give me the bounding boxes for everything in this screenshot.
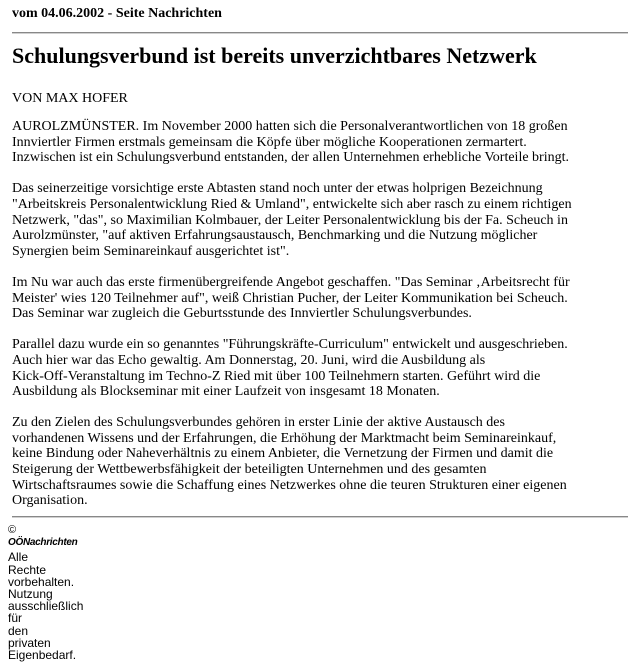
paragraph-line: Das seinerzeitige vorsichtige erste Abtasten stand noch unter der etwas holprigen Bezeichnung <box>12 181 543 197</box>
paragraph-line: Parallel dazu wurde ein so genanntes "Führungskräfte-Curriculum" entwickelt und ausgeschrieben. <box>12 337 568 353</box>
article-paragraph <box>12 275 634 322</box>
article-paragraph <box>12 119 634 166</box>
article-paragraph <box>12 415 634 509</box>
dateline: vom 04.06.2002 - Seite Nachrichten <box>12 6 222 21</box>
paragraph-line: Netzwerk, "das", so Maximilian Kolmbauer, der Leiter Personalentwicklung bis der Fa. Scheuch in <box>12 212 568 228</box>
top-rule <box>12 32 628 34</box>
rights-line: Rechte <box>8 562 47 577</box>
paragraph-line: Ausbildung als Blockseminar mit einer Laufzeit von insgesamt 18 Monaten. <box>12 384 440 400</box>
rights-line: Eigenbedarf. <box>8 648 77 663</box>
paragraph-line: Steigerung der Wettbewerbsfähigkeit der beteiligten Unternehmen und des gesamten <box>12 462 487 478</box>
rights-line: Nutzung <box>8 587 53 602</box>
article-paragraph <box>12 181 634 259</box>
paragraph-line: Innviertler Firmen erstmals gemeinsam die Köpfe über mögliche Kooperationen zermartert. <box>12 134 527 150</box>
paragraph-line: "Arbeitskreis Personalentwicklung Ried & Umland", entwickelte sich aber rasch zu einem richtigen <box>12 196 572 212</box>
paragraph-line: Zu den Zielen des Schulungsverbundes gehören in erster Linie der aktive Austausch des <box>12 415 505 431</box>
bottom-rule <box>12 516 628 518</box>
paragraph-line: Im Nu war auch das erste firmenübergreifende Angebot geschaffen. "Das Seminar ‚Arbeitsrecht für <box>12 274 570 290</box>
paragraph-line: Meister' wies 120 Teilnehmer auf", weiß Christian Pucher, der Leiter Kommunikation bei Scheuch. <box>12 290 568 306</box>
paragraph-line: Inzwischen ist ein Schulungsverbund entstanden, der allen Unternehmen erhebliche Vorteile bringt. <box>12 150 569 166</box>
article-paragraph <box>12 337 634 399</box>
rights-line: Alle <box>8 550 29 565</box>
rights-line: den <box>8 623 29 638</box>
paragraph-line: Kick-Off-Veranstaltung im Techno-Z Ried mit über 100 Teilnehmern starten. Geführt wird die <box>12 368 541 384</box>
article-headline: Schulungsverbund ist bereits unverzichtbares Netzwerk <box>12 43 537 68</box>
paragraph-line: Aurolzmünster, "auf aktiven Erfahrungsaustausch, Benchmarking und die Nutzung möglicher <box>12 228 538 244</box>
footer <box>8 524 83 661</box>
paragraph-line: AUROLZMÜNSTER. Im November 2000 hatten sich die Personalverantwortlichen von 18 großen <box>12 119 568 134</box>
rights-line: für <box>8 611 23 626</box>
paragraph-line: Synergien beim Seminareinkauf ausgerichtet ist". <box>12 243 290 259</box>
paragraph-line: Auch hier war das Echo gewaltig. Am Donnerstag, 20. Juni, wird die Ausbildung als <box>12 352 486 368</box>
paragraph-line: Wirtschaftsraumes sowie die Schaffung eines Netzwerkes ohne die teuren Strukturen einer eigenen <box>12 477 567 493</box>
article-body <box>12 119 634 524</box>
publisher-logo: OÖNachrichten <box>8 537 78 549</box>
rights-notice <box>8 551 83 661</box>
rights-line: vorbehalten. <box>8 574 75 589</box>
article-byline: VON MAX HOFER <box>12 91 128 106</box>
copyright-symbol: © <box>8 524 17 536</box>
paragraph-line: Das Seminar war zugleich die Geburtsstunde des Innviertler Schulungsverbundes. <box>12 306 472 322</box>
rights-line: privaten <box>8 635 51 650</box>
rights-line: ausschließlich <box>8 599 84 614</box>
paragraph-line: Organisation. <box>12 493 88 509</box>
paragraph-line: keine Bindung oder Naheverhältnis zu einem Anbieter, die Vernetzung der Firmen und damit die <box>12 446 554 462</box>
paragraph-line: vorhandenen Wissens und der Erfahrungen, die Erhöhung der Marktmacht beim Seminareinkauf, <box>12 430 557 446</box>
